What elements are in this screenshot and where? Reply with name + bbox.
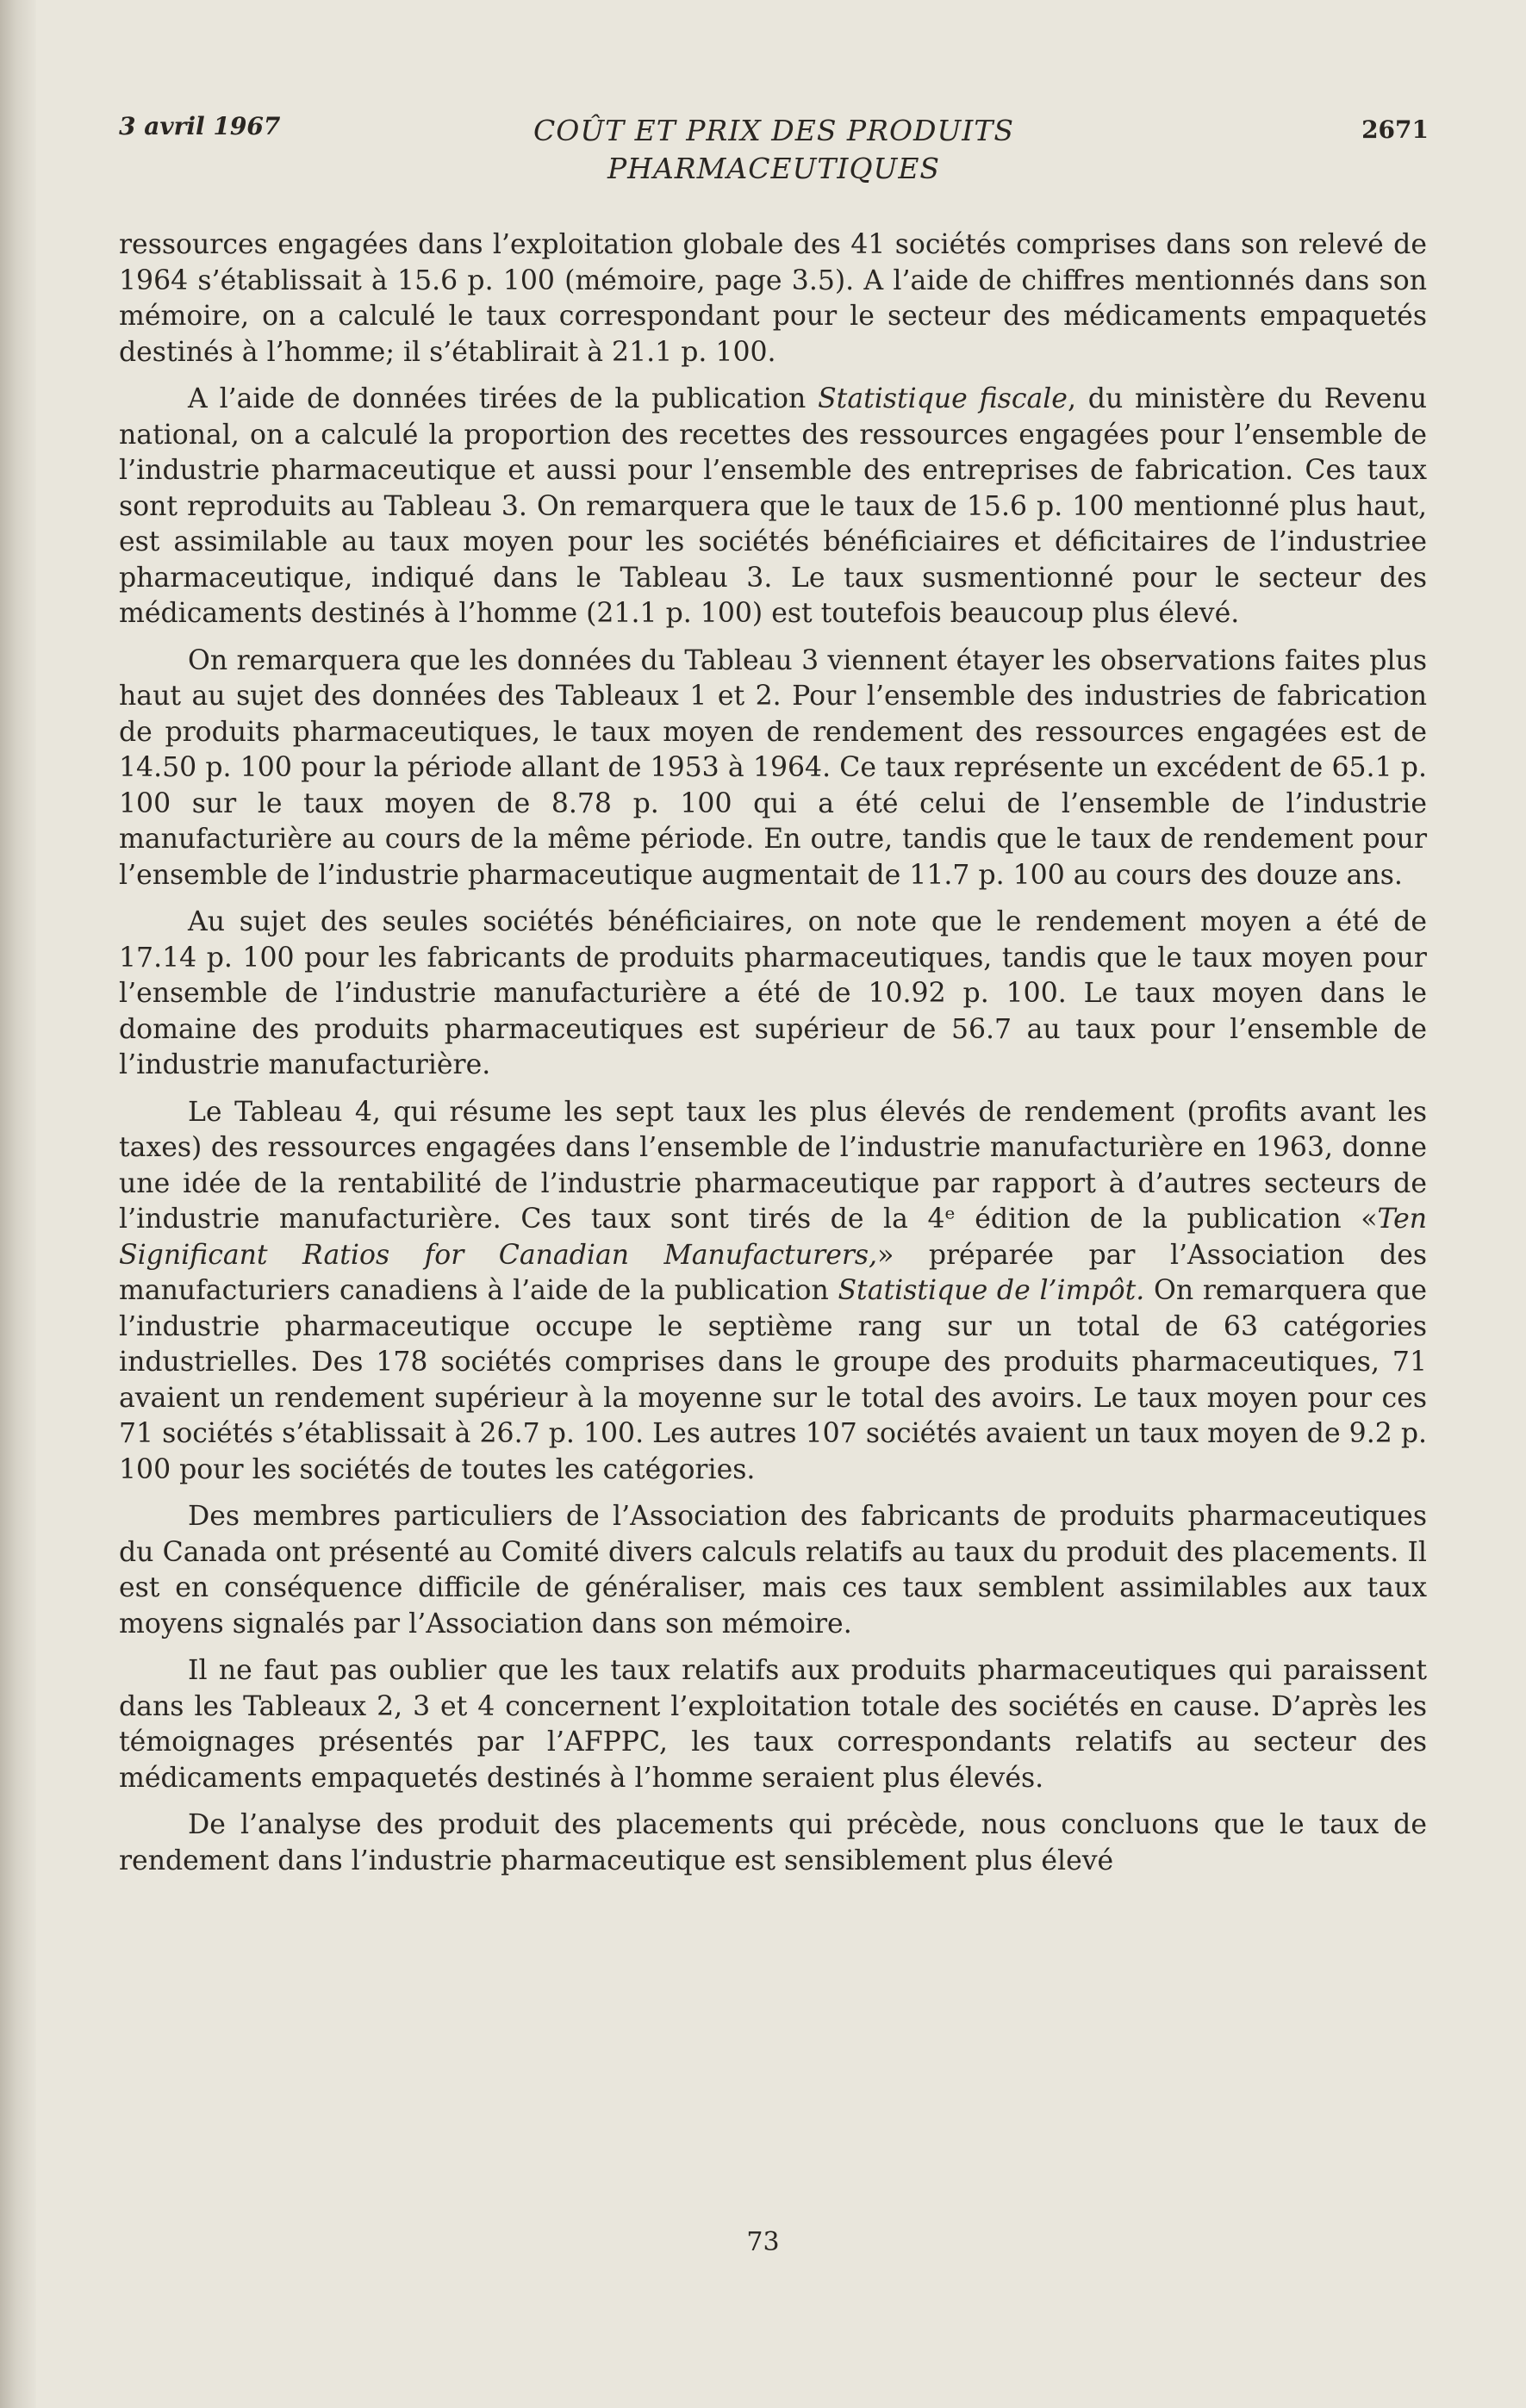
header-date: 3 avril 1967 [119, 112, 281, 140]
italic-title: Statistique fiscale [818, 383, 1068, 414]
paragraph [119, 644, 1427, 894]
paragraph [119, 1499, 1427, 1642]
paragraph [119, 227, 1427, 370]
paragraph [119, 1653, 1427, 1796]
footer-folio: 73 [746, 2227, 780, 2257]
paragraph-text: ressources engagées dans l’exploitation globale des 41 sociétés comprises dans son relevé de 1964 s’établissait à 15.6 p. 100 (mémoire, page 3.5). A l’aide de chiffres mentionnés dans son mémoire, on a calculé le taux correspondant pour le secteur des médicaments empaquetés destinés à l’homme; il s’établirait à 21.1 p. 100. [119, 229, 1427, 368]
paragraph [119, 382, 1427, 632]
paragraph [119, 1095, 1427, 1489]
paragraph-text: , du ministère du Revenu national, on a calculé la proportion des recettes des ressources engagées pour l’ensemble de l’industrie pharmaceutique et aussi pour l’ensemble des entreprises de fabrication. Ces taux sont reproduits au Tableau 3. On remarquera que le taux de 15.6 p. 100 mentionné plus haut, est assimilable au taux moyen pour les sociétés bénéficiaires et déficitaires de l’industriee pharmaceutique, indiqué dans le Tableau 3. Le taux susmentionné pour le secteur des médicaments destinés à l’homme (21.1 p. 100) est toutefois beaucoup plus élevé. [119, 383, 1427, 629]
paragraph [119, 1808, 1427, 1879]
paragraph-text: Le Tableau 4, qui résume les sept taux les plus élevés de rendement (profits avant les taxes) des ressources engagées dans l’ensemble de l’industrie manufacturière en 1963, donne une idée de la rentabilité de l’industrie pharmaceutique par rapport à d’autres secteurs de l’industrie manufacturière. Ces taux sont tirés de la 4ᵉ édition de la publication « [119, 1096, 1427, 1235]
paragraph-text: De l’analyse des produit des placements qui précède, nous concluons que le taux de rendement dans l’industrie pharmaceutique est sensiblement plus élevé [119, 1809, 1427, 1876]
header-title-line-2: PHARMACEUTIQUES [607, 152, 941, 185]
italic-title: Ten Significant Ratios for Canadian Manufacturers, [119, 1204, 1427, 1271]
paragraph-text: A l’aide de données tirées de la publication [188, 383, 819, 414]
header-page-number: 2671 [1361, 115, 1429, 144]
paragraph-text: » préparée par l’Association des manufacturiers canadiens à l’aide de la publication [119, 1239, 1428, 1306]
running-header [119, 112, 1429, 190]
body-text [119, 227, 1427, 1890]
paragraph-text: On remarquera que l’industrie pharmaceutique occupe le septième rang sur un total de 63 catégories industrielles. Des 178 sociétés comprises dans le groupe des produits pharmaceutiques, 71 avaient un rendement supérieur à la moyenne sur le total des avoirs. Le taux moyen pour ces 71 sociétés s’établissait à 26.7 p. 100. Les autres 107 sociétés avaient un taux moyen de 9.2 p. 100 pour les sociétés de toutes les catégories. [119, 1275, 1427, 1485]
header-title [119, 112, 1429, 188]
paragraph-text: On remarquera que les données du Tableau 3 viennent étayer les observations faites plus haut au sujet des données des Tableaux 1 et 2. Pour l’ensemble des industries de fabrication de produits pharmaceutiques, le taux moyen de rendement des ressources engagées est de 14.50 p. 100 pour la période allant de 1953 à 1964. Ce taux représente un excédent de 65.1 p. 100 sur le taux moyen de 8.78 p. 100 qui a été celui de l’ensemble de l’industrie manufacturière au cours de la même période. En outre, tandis que le taux de rendement pour l’ensemble de l’industrie pharmaceutique augmentait de 11.7 p. 100 au cours des douze ans. [119, 644, 1427, 891]
paragraph-text: Des membres particuliers de l’Association des fabricants de produits pharmaceutiques du Canada ont présenté au Comité divers calculs relatifs au taux du produit des placements. Il est en conséquence difficile de généraliser, mais ces taux semblent assimilables aux taux moyens signalés par l’Association dans son mémoire. [119, 1501, 1427, 1640]
paragraph [119, 905, 1427, 1084]
paragraph-text: Au sujet des seules sociétés bénéficiaires, on note que le rendement moyen a été de 17.14 p. 100 pour les fabricants de produits pharmaceutiques, tandis que le taux moyen pour l’ensemble de l’industrie manufacturière a été de 10.92 p. 100. Le taux moyen dans le domaine des produits pharmaceutiques est supérieur de 56.7 au taux pour l’ensemble de l’industrie manufacturière. [119, 906, 1427, 1080]
header-title-line-1: COÛT ET PRIX DES PRODUITS [533, 114, 1014, 147]
italic-title: Statistique de l’impôt. [838, 1275, 1145, 1306]
paragraph-text: Il ne faut pas oublier que les taux relatifs aux produits pharmaceutiques qui paraissent dans les Tableaux 2, 3 et 4 concernent l’exploitation totale des sociétés en cause. D’après les témoignages présentés par l’AFPPC, les taux correspondants relatifs au secteur des médicaments empaquetés destinés à l’homme seraient plus élevés. [119, 1655, 1427, 1794]
